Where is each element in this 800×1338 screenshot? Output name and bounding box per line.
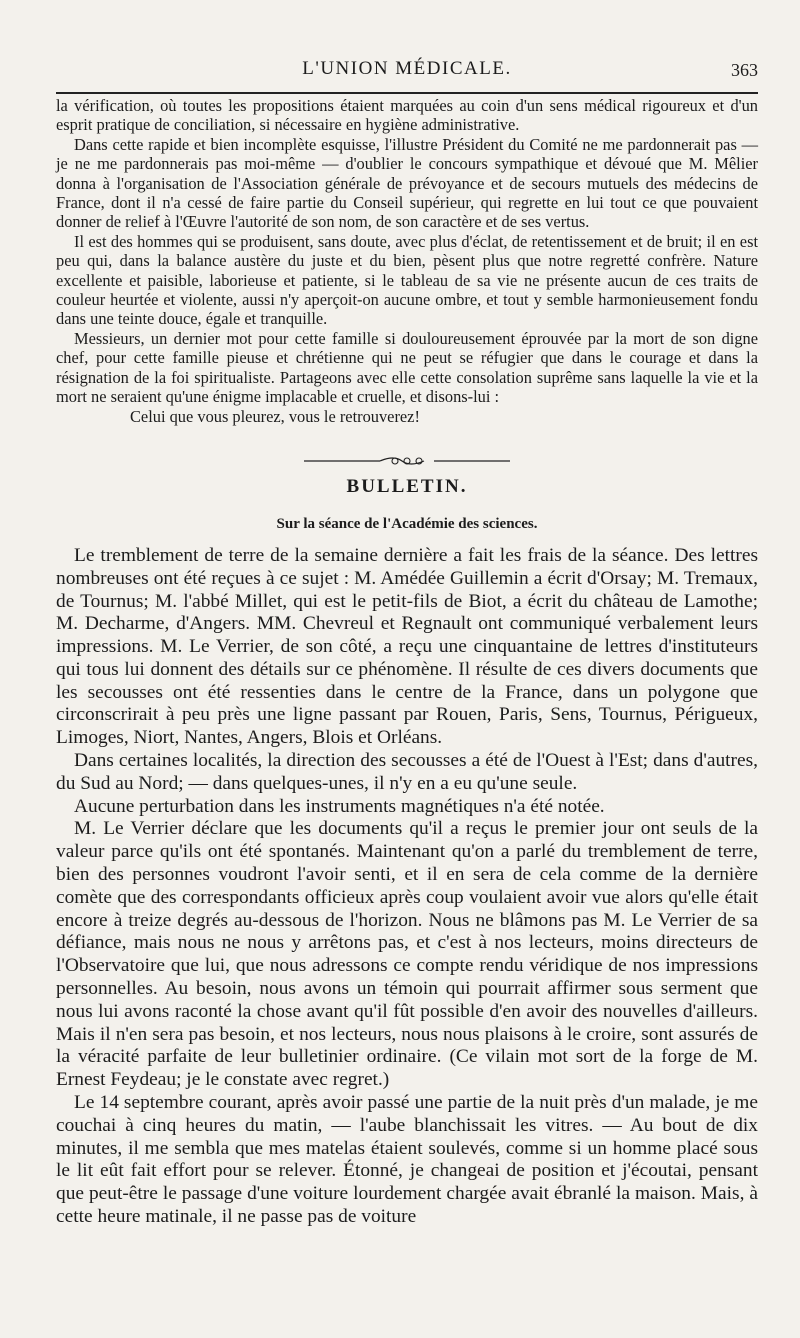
- paragraph: Aucune perturbation dans les instruments magnétiques n'a été notée.: [74, 795, 605, 817]
- bulletin-body: [56, 545, 758, 1229]
- page-header: [56, 0, 758, 96]
- header-rule: [56, 92, 758, 94]
- paragraph: Le 14 septembre courant, après avoir passé une partie de la nuit près d'un malade, je me couchai à cinq heures du matin, — l'aube blanchissait les vitres. — Au bout de dix minutes, il me sembla que mes matelas étaient soulevés, comme si un homme placé sous le lit eût fait effort pour se relever. Étonné, je changeai de position et j'écoutai, pensant que peut-être le passage d'une voiture lourdement chargée avait ébranlé la maison. Mais, à cette heure matinale, il ne passe pas de voiture: [56, 1092, 758, 1228]
- section-subheading: Sur la séance de l'Académie des sciences.: [276, 515, 538, 532]
- paragraph: Messieurs, un dernier mot pour cette famille si douloureusement éprouvée par la mort de son digne chef, pour cette famille pieuse et chrétienne qui ne peut se réfugier que dans le courage et dans la résignation de la foi spiritualiste. Partageons avec elle cette consolation suprême sans laquelle la vie et la mort ne seraient qu'une énigme implacable et cruelle, et disons-lui :: [56, 328, 758, 407]
- paragraph: Il est des hommes qui se produisent, sans doute, avec plus d'éclat, de retentissement et de bruit; il en est peu qui, dans la balance austère du juste et du bien, pèsent plus que notre regretté confrère. Nature excellente et paisible, laborieuse et patiente, si le tableau de sa vie ne présente aucun de ces traits de couleur heurtée et violente, aussi n'y aperçoit-on aucune ombre, et tout y semble harmonieusement fondu dans une teinte douce, égale et tranquille.: [56, 231, 758, 329]
- paragraph: Dans cette rapide et bien incomplète esquisse, l'illustre Président du Comité ne me pardonnerait pas — je ne me pardonnerais pas moi-même — d'oublier le concours sympathique et dévoué que M. Mêlier donna à l'organisation de l'Association générale de prévoyance et de secours mutuels des médecins de France, dont il n'a cessé de faire partie du Conseil supérieur, qui regrette en lui tout ce que pouvaient donner de relief à l'Œuvre l'autorité de son nom, de son caractère et de ses vertus.: [56, 134, 758, 232]
- closing-speech-section: [56, 96, 758, 426]
- paragraph: M. Le Verrier déclare que les documents qu'il a reçus le premier jour ont seuls de la valeur parce qu'ils ont été spontanés. Maintenant qu'on a parlé du tremblement de terre, bien des personnes voudront l'avoir senti, et il en sera de cela comme de la dernière comète que des correspondants officieux après coup voulaient avoir vue alors qu'elle était encore à treize degrés au-dessous de l'horizon. Nous ne blâmons pas M. Le Verrier de sa défiance, mais nous ne nous y arrêtons pas, et c'est à nos lecteurs, moins directeurs de l'Observatoire que lui, que nous adressons ce compte rendu véridique de nos impressions personnelles. Au besoin, nous avons un témoin qui pourrait affirmer sous serment que nous lui avons raconté la chose avant qu'il fût possible d'en avoir des nouvelles d'ailleurs. Mais il n'en sera pas besoin, et nos lecteurs, nous nous plaisons à le croire, sont assurés de la véracité parfaite de leur bulletinier ordinaire. (Ce vilain mot sort de la forge de M. Ernest Feydeau; je le constate avec regret.): [56, 818, 758, 1091]
- closing-quote: Celui que vous pleurez, vous le retrouverez!: [130, 406, 420, 426]
- paragraph: Dans certaines localités, la direction des secousses a été de l'Ouest à l'Est; dans d'autres, du Sud au Nord; — dans quelques-unes, il n'y en a eu qu'une seule.: [56, 750, 758, 794]
- ornamental-divider: [302, 454, 512, 468]
- paragraph: Le tremblement de terre de la semaine dernière a fait les frais de la séance. Des lettres nombreuses ont été reçues à ce sujet : M. Amédée Guillemin a écrit d'Orsay; M. Tremaux, de Tournus; M. l'abbé Millet, qui est le petit-fils de Biot, a écrit du château de Lamothe; M. Decharme, d'Angers. MM. Chevreul et Regnault ont communiqué verbalement leurs impressions. M. Le Verrier, de son côté, a reçu une cinquantaine de lettres d'instituteurs qui tous lui donnent des détails sur ce phénomène. Il résulte de ces divers documents que les secousses ont été ressenties dans le centre de la France, dans un polygone que circonscrirait à peu près une ligne passant par Rouen, Paris, Sens, Tournus, Périgueux, Limoges, Niort, Nantes, Angers, Blois et Orléans.: [56, 544, 758, 749]
- page-number: 363: [731, 60, 758, 80]
- paragraph: la vérification, où toutes les propositions étaient marquées au coin d'un sens médical rigoureux et d'un esprit pratique de conciliation, si nécessaire en hygiène administrative.: [56, 96, 758, 135]
- bulletin-heading: BULLETIN.: [346, 475, 468, 497]
- running-title: L'UNION MÉDICALE.: [302, 58, 512, 79]
